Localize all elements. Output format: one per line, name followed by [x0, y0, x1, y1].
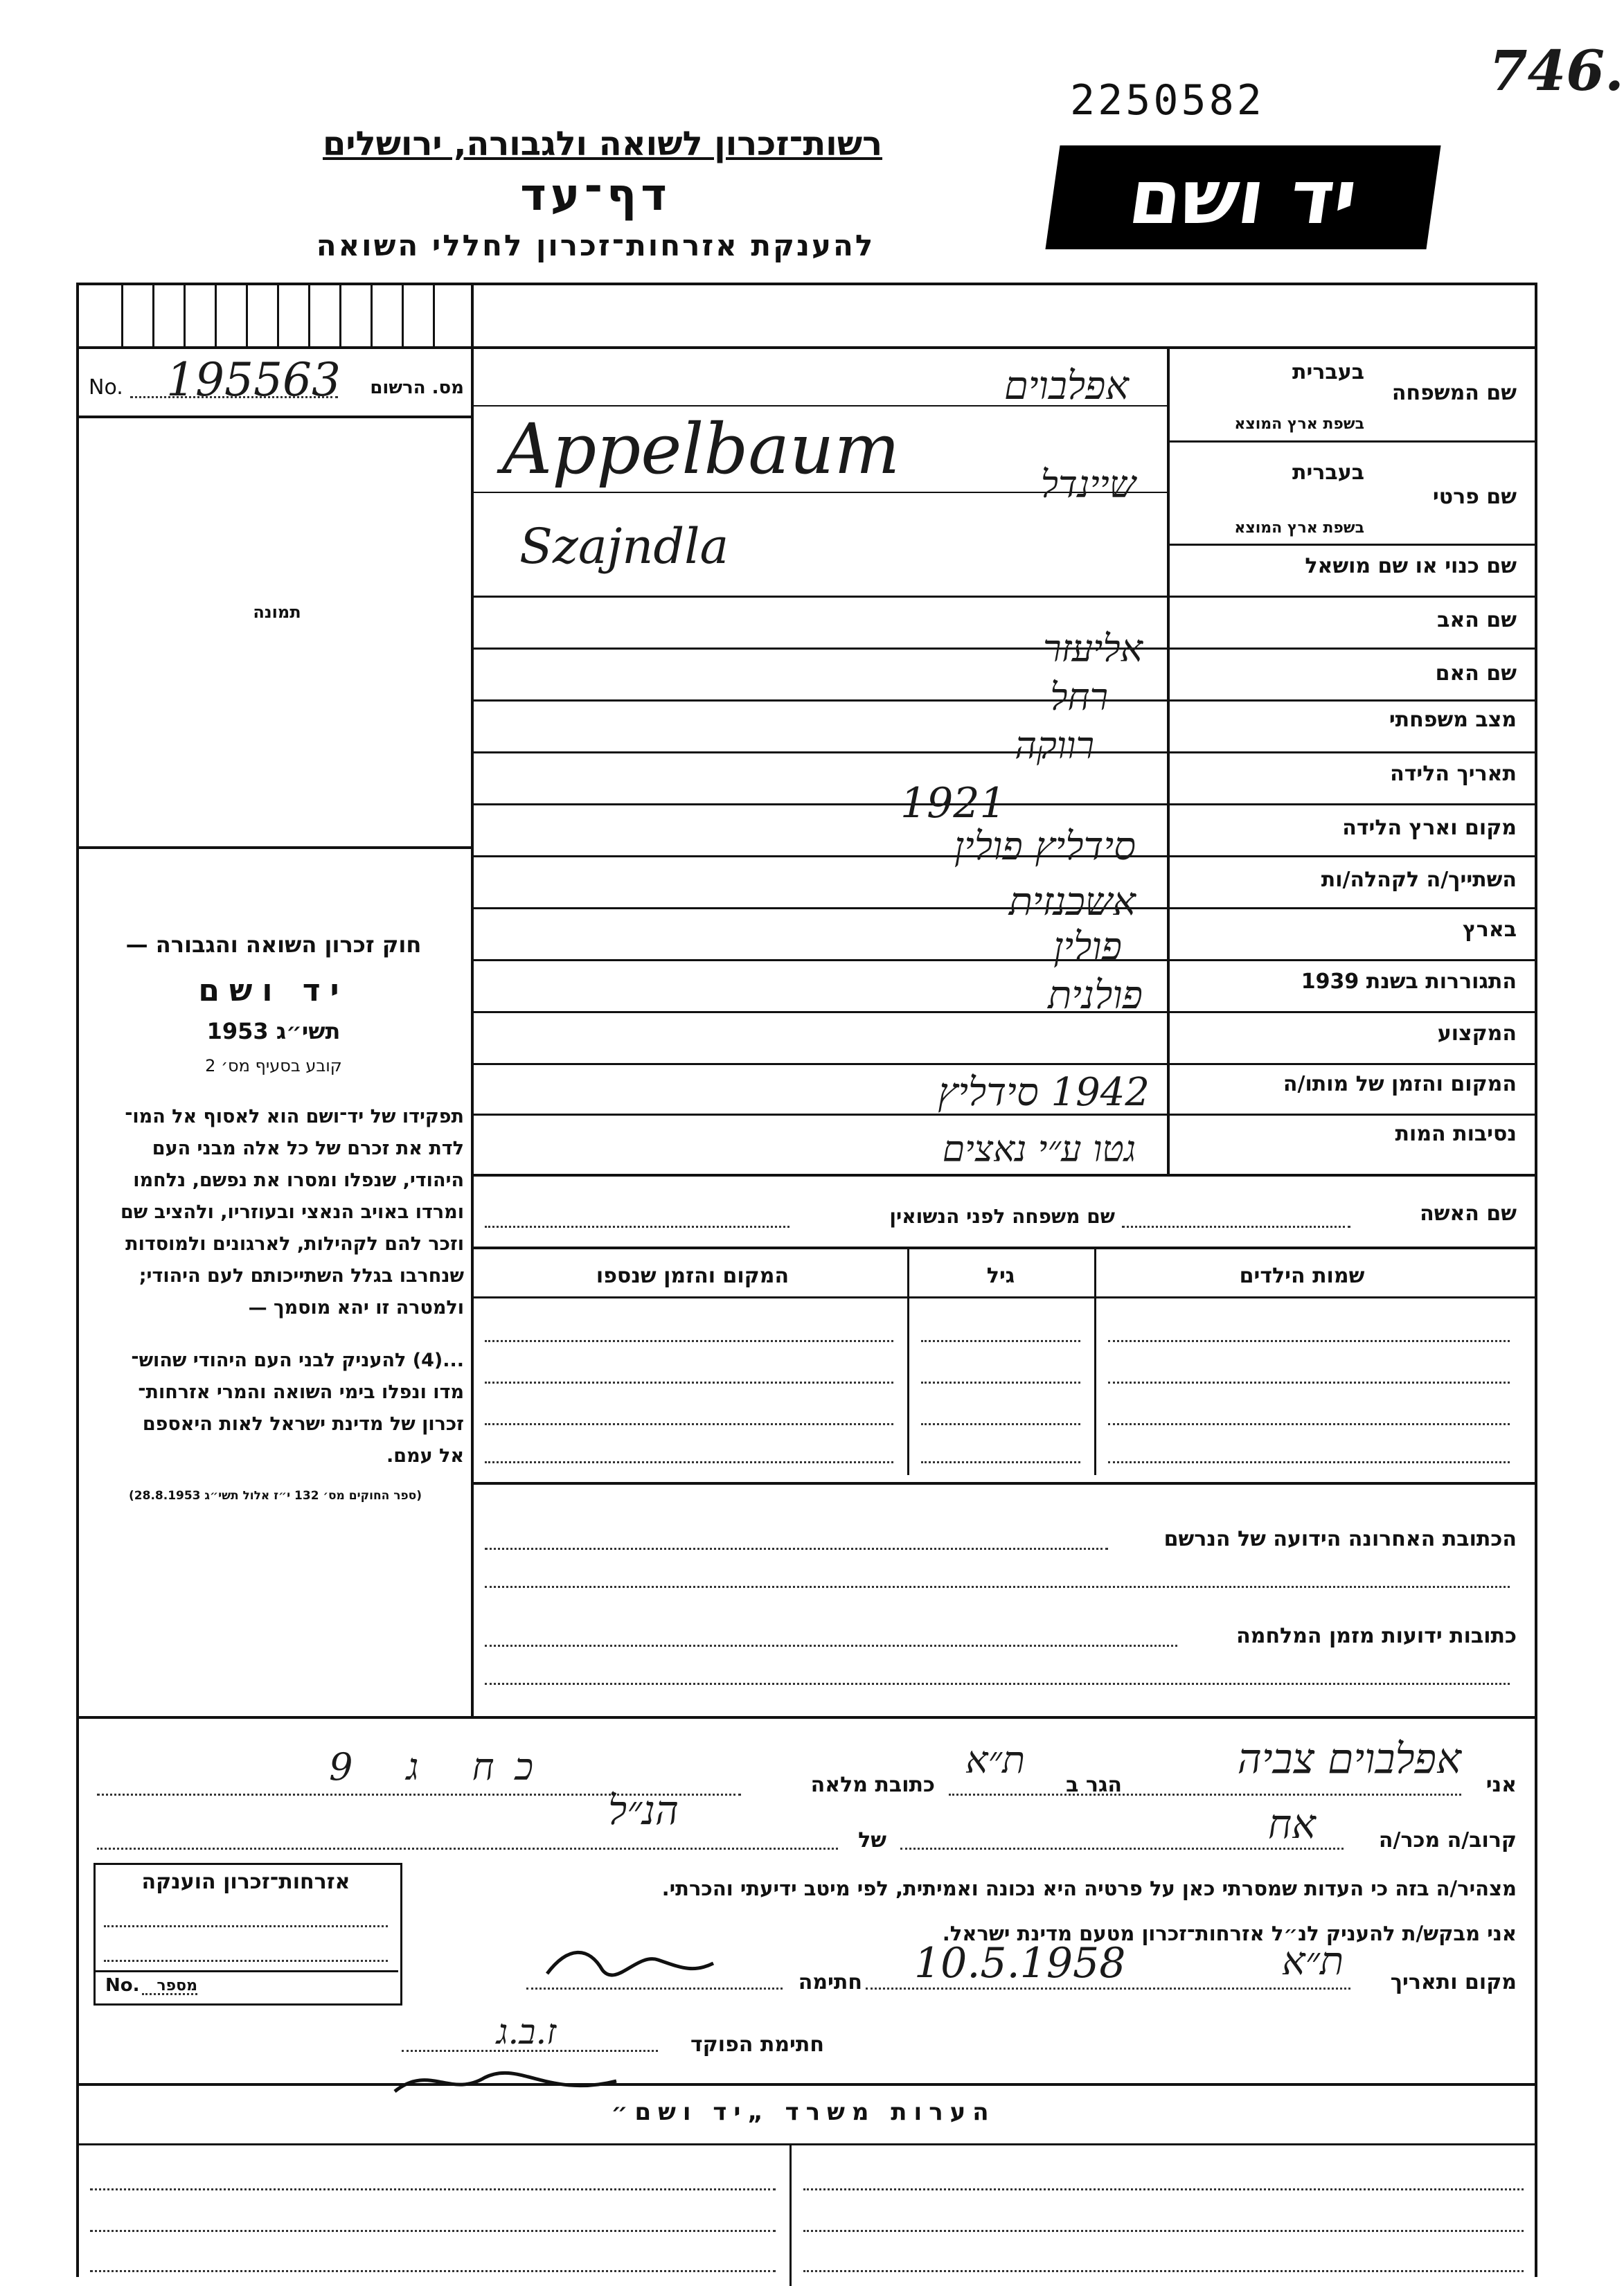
label-column-divider: [1167, 346, 1170, 1174]
declaration-of: של: [858, 1828, 886, 1852]
officer-signature-label: חתימת הפוקד: [690, 2033, 824, 2057]
value-death-circumstances: גטו ע״י נאצים: [942, 1129, 1136, 1170]
declaration-place-date: מקום ותאריך: [1390, 1970, 1517, 1994]
value-birthplace: סידליץ פולין: [954, 824, 1136, 869]
declaration-full-address: כתובת מלאה: [810, 1773, 935, 1797]
yad-vashem-logo: יד ושם: [1045, 145, 1440, 249]
field-birthplace: מקום וארץ הלידה: [1342, 816, 1517, 840]
value-birthdate: 1921: [900, 779, 1006, 828]
relation-value: אח: [1267, 1801, 1316, 1848]
declaration-statement: מצהיר/ה בזה כי העדות שמסרתי כאן על פרטיה היא נכונה ואמיתית, לפי מיטב ידיעתי והכרתי.: [661, 1877, 1517, 1900]
registration-number: 195563: [166, 353, 341, 407]
authority-title: רשות־זכרון לשואה ולגבורה, ירושלים: [322, 125, 883, 163]
value-surname-hebrew: אפלבוים: [1003, 364, 1129, 409]
field-last-address: הכתובת האחרונה הידועה של הנרשם: [1163, 1527, 1517, 1551]
children-age-header: גיל: [986, 1264, 1015, 1288]
field-community: השתייך/ה לקהלה/ות: [1321, 868, 1517, 892]
value-country: פולין: [1053, 925, 1122, 970]
declaration-resides: הגר ב: [1066, 1773, 1122, 1797]
value-firstname-hebrew: שיינדל: [1040, 463, 1136, 506]
value-community: אשכנזית: [1008, 879, 1136, 925]
law-year: תשי״ג 1953: [206, 1018, 341, 1044]
field-nickname: שם כנוי או שם מושאל: [1305, 554, 1517, 578]
value-surname-latin: Appelbaum: [502, 409, 900, 490]
field-maiden-name: שם משפחה לפני הנשואין: [889, 1205, 1115, 1228]
field-country: בארץ: [1462, 918, 1517, 942]
field-death-place: המקום והזמן של מותו/ה: [1283, 1072, 1517, 1096]
value-residence: פולנית: [1048, 973, 1143, 1018]
children-place-header: המקום והזמן שנספו: [596, 1264, 789, 1288]
of-value: הנ״ל: [607, 1787, 679, 1834]
value-mother: רחל: [1050, 675, 1108, 719]
date-value: 10.5.1958: [914, 1939, 1126, 1988]
field-profession: המקצוע: [1437, 1021, 1517, 1046]
children-names-header: שמות הילדים: [1239, 1264, 1365, 1288]
registration-label: מס. הרשום: [370, 377, 464, 398]
field-wife: שם האשה: [1420, 1202, 1517, 1226]
value-marital: רווקה: [1015, 724, 1094, 767]
declaration-relative: קרוב/ה מכר/ה: [1378, 1828, 1517, 1852]
declaration-i-am: אני: [1485, 1773, 1517, 1797]
field-birthdate: תאריך הלידה: [1390, 762, 1517, 786]
field-residence-1939: התגוררות בשנת 1939: [1301, 970, 1517, 994]
law-title: חוק זכרון השואה והגבורה —: [125, 931, 422, 958]
photo-label: תמונה: [253, 602, 301, 622]
declarant-name: אפלבוים צביה: [1237, 1735, 1461, 1783]
footer-remarks-title: הערות משרד „יד ושם״: [611, 2098, 996, 2126]
value-firstname-latin: Szajndla: [519, 518, 729, 575]
certificate-number-label: מספר: [157, 1977, 197, 1994]
certificate-box-title: אזרחות־זכרון הוענקה: [141, 1870, 350, 1894]
law-name: יד ושם: [198, 973, 349, 1008]
field-mother: שם האם: [1435, 661, 1517, 686]
record-number: 2250582: [1070, 76, 1265, 125]
declarant-city: ת״א: [965, 1738, 1025, 1782]
law-clause: קובע בסעיף מס׳ 2: [205, 1056, 342, 1075]
certificate-no-label: No.: [105, 1975, 140, 1996]
law-text: תפקידו של יד־ושם הוא לאסוף אל המו־ לדת את זכרם של כל אלה מבני העם היהודי, שנפלו ומסרו את נפשם, נלחמו ומרדו באויב הנאצי ובעוזריו, ולהציב שם וזכר להם לקהילות, לארגונים ולמוסדות שנחרבו בגלל השתייכותם לעם היהודי; ולמטרה זו יהא מוסמך — ...(4) להעניק לבני העם היהודי שהוש־ מדו ונפלו בימי השואה והמרי אזרחות־ זכרון של מדינת ישראל לאות היאספם אל עמם.: [120, 1106, 464, 1467]
declarant-address: כח ג 9: [329, 1745, 554, 1789]
field-death-circumstances: נסיבות המות: [1395, 1122, 1517, 1146]
declaration-signature-label: חתימה: [798, 1970, 862, 1994]
declarant-signature-mark: [540, 1932, 720, 1994]
law-reference: (ספר החוקים מס׳ 132 י״ז אלול תשי״ג 28.8.1953): [129, 1489, 422, 1503]
value-father: אליעזר: [1043, 627, 1143, 670]
corner-note: 746.: [1489, 38, 1624, 103]
field-father: שם האב: [1437, 608, 1517, 632]
left-panel-divider: [471, 283, 474, 1716]
officer-signature-value: ז.ב.ג: [496, 2012, 557, 2052]
place-value: ת״א: [1281, 1939, 1344, 1984]
page-title: דף־עד: [520, 170, 671, 221]
value-death: 1942 סידליץ: [938, 1070, 1150, 1115]
no-label: No.: [89, 375, 123, 400]
declaration-request: אני מבקש/ת להעניק לנ״ל אזרחות־זכרון מטעם מדינת ישראל.: [942, 1922, 1517, 1945]
page-subtitle: להענקת אזרחות־זכרון לחללי השואה: [316, 229, 875, 262]
field-war-addresses: כתובות ידועות מזמן המלחמה: [1236, 1624, 1517, 1648]
field-marital: מצב משפחתי: [1389, 708, 1517, 732]
